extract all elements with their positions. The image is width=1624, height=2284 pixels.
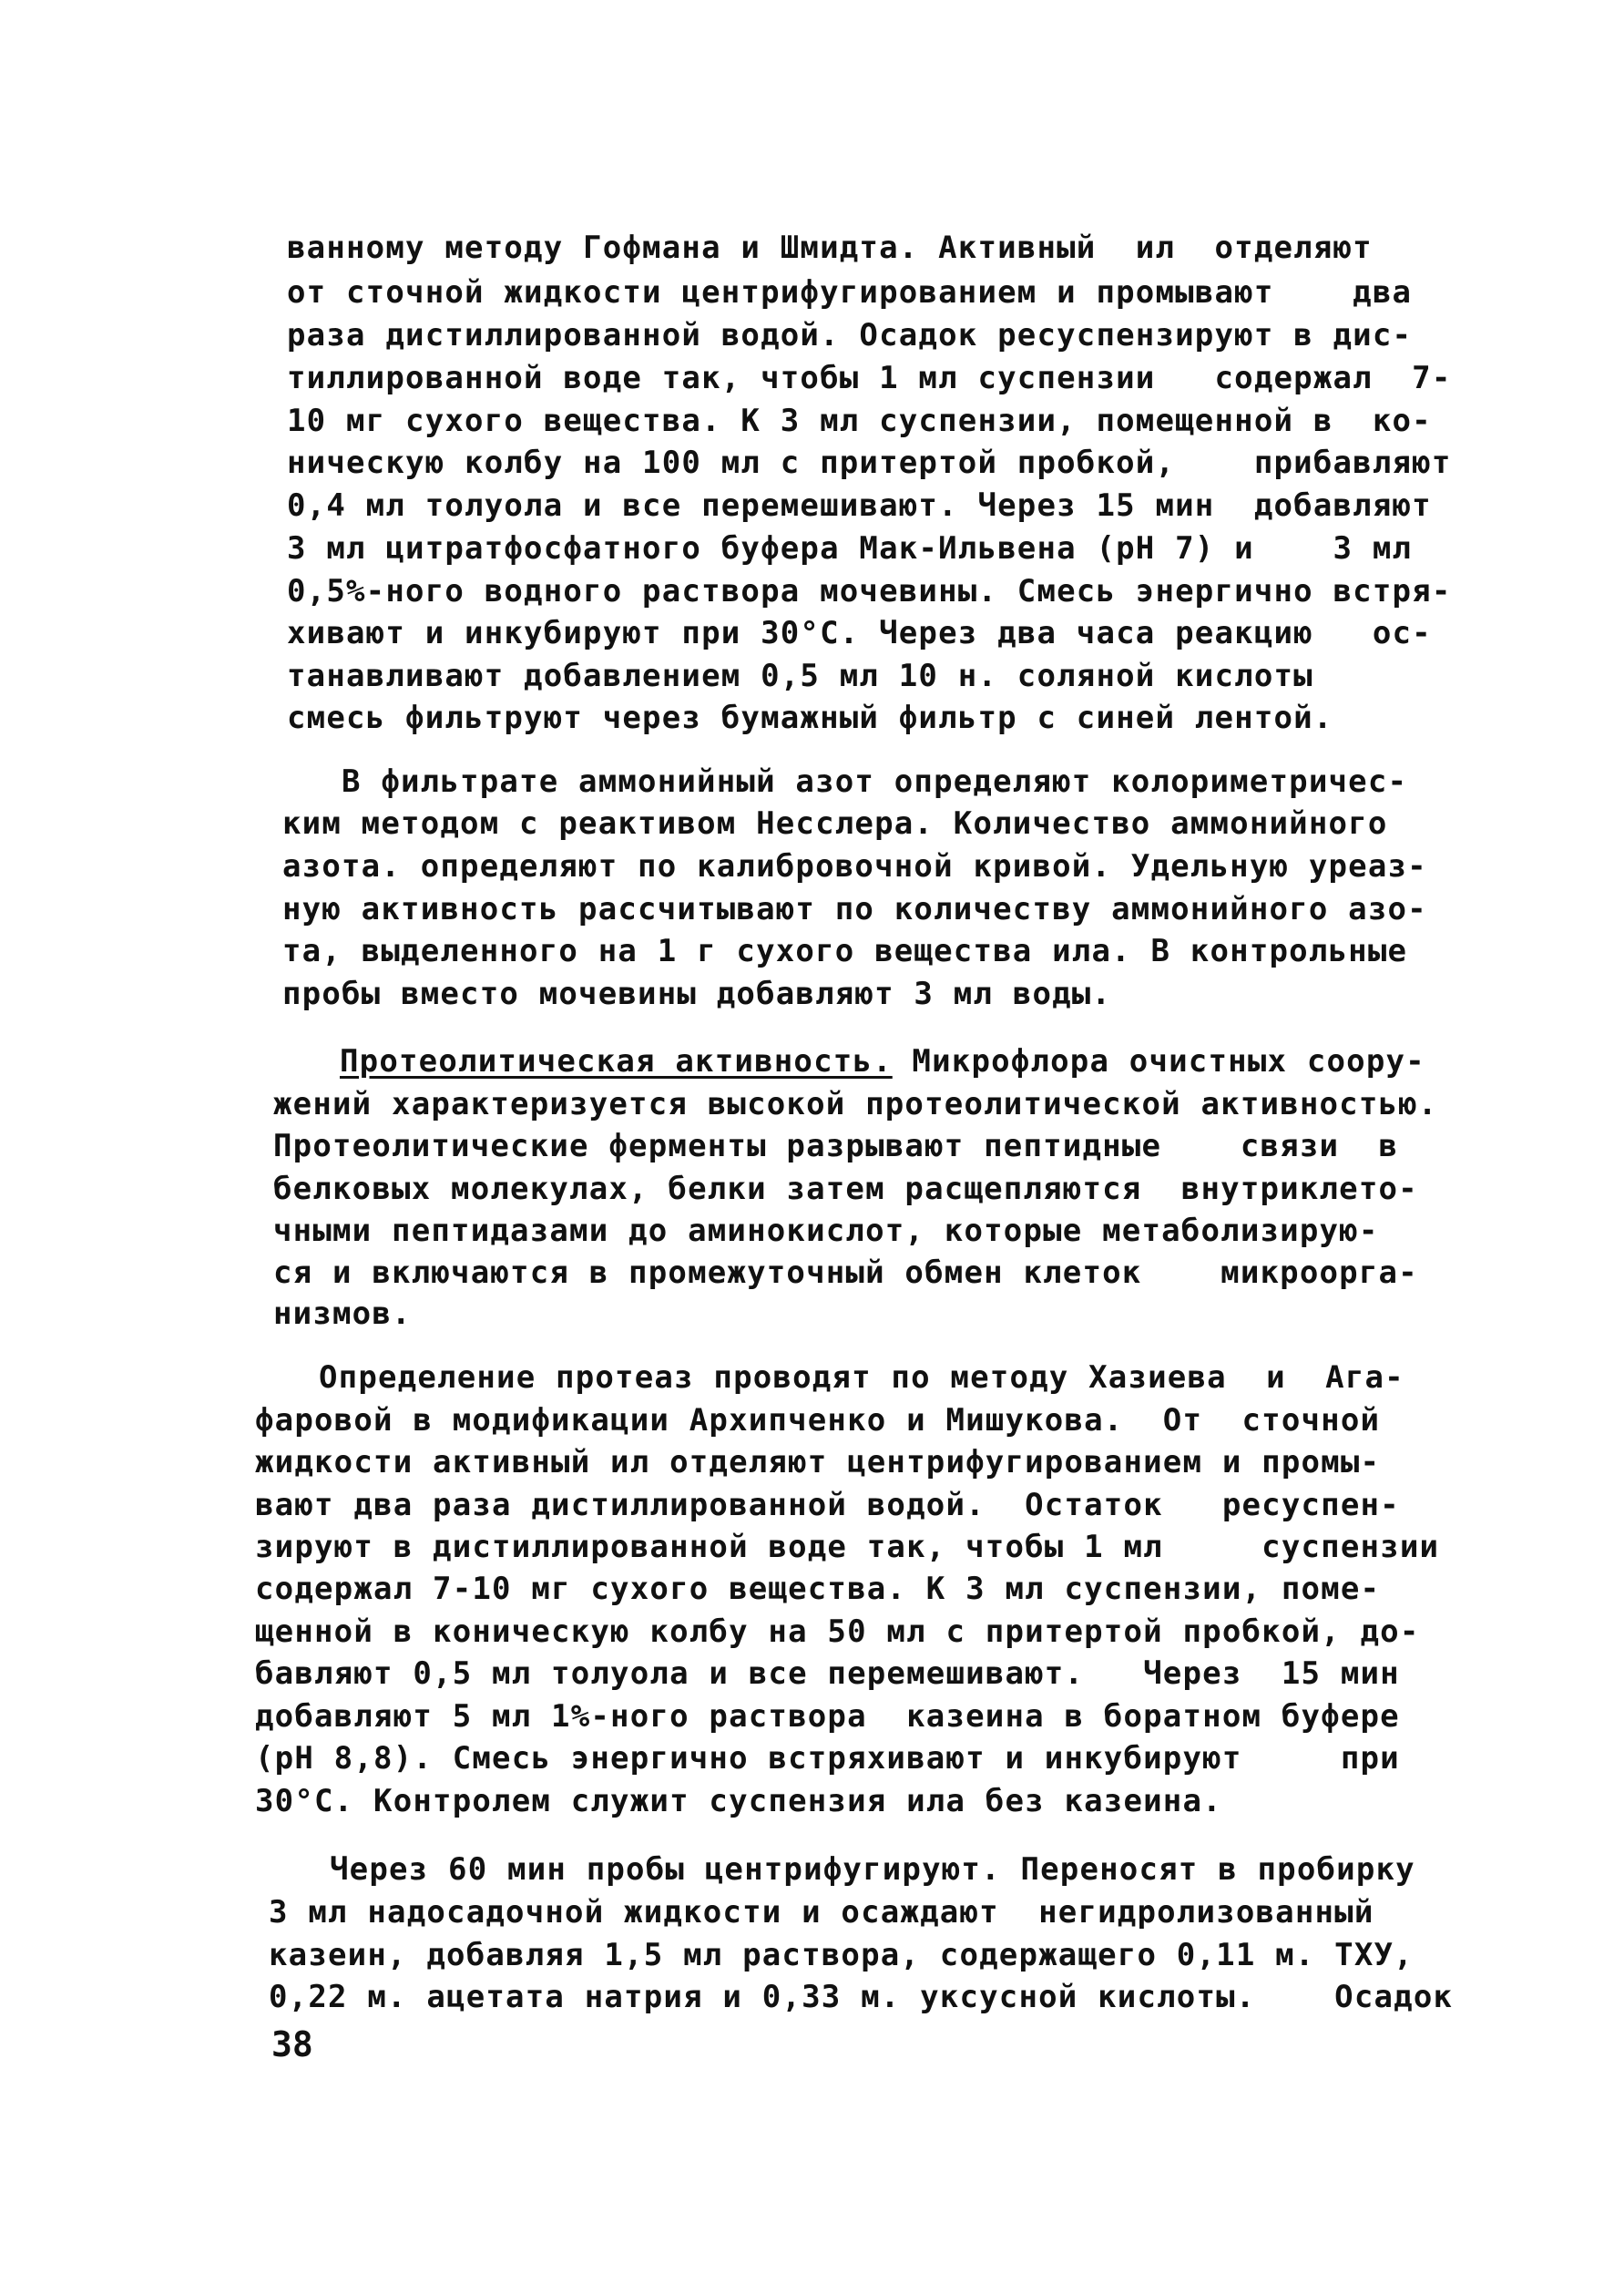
- text-line: азота. определяют по калибровочной кривой. Удельную уреаз-: [282, 848, 1427, 885]
- text-line: тиллированной воде так, чтобы 1 мл суспензии содержал 7-: [287, 360, 1452, 396]
- text-line: бавляют 0,5 мл толуола и все перемешивают. Через 15 мин: [255, 1655, 1400, 1692]
- text-line: ким методом с реактивом Несслера. Количество аммонийного: [282, 805, 1388, 842]
- text-line: вают два раза дистиллированной водой. Остаток ресуспен-: [255, 1487, 1400, 1523]
- text-line: содержал 7-10 мг сухого вещества. К 3 мл суспензии, поме-: [255, 1571, 1381, 1607]
- text-line: ванному методу Гофмана и Шмидта. Активный ил отделяют: [287, 230, 1373, 266]
- text-line: 10 мг сухого вещества. К 3 мл суспензии, помещенной в ко-: [287, 403, 1432, 439]
- text-line: чными пептидазами до аминокислот, которые метаболизирую-: [273, 1213, 1379, 1249]
- text-line: хивают и инкубируют при 30°С. Через два часа реакцию ос-: [287, 615, 1432, 651]
- text-line: жидкости активный ил отделяют центрифугированием и промы-: [255, 1444, 1381, 1480]
- text-line: от сточной жидкости центрифугированием и промывают два: [287, 274, 1413, 311]
- text-line: ную активность рассчитывают по количеству аммонийного азо-: [282, 891, 1427, 927]
- text-line: (рН 8,8). Смесь энергично встряхивают и инкубируют при: [255, 1740, 1400, 1777]
- text-line: 0,4 мл толуола и все перемешивают. Через 15 мин добавляют: [287, 487, 1432, 524]
- heading-line-rest: Микрофлора очистных соору-: [892, 1043, 1425, 1080]
- text-line: зируют в дистиллированной воде так, чтобы 1 мл суспензии: [255, 1529, 1440, 1565]
- text-line: [340, 1041, 1425, 1081]
- text-line: добавляют 5 мл 1%-ного раствора казеина в боратном буфере: [255, 1698, 1400, 1735]
- text-line: Через 60 мин пробы центрифугируют. Переносят в пробирку: [330, 1851, 1415, 1888]
- text-line: фаровой в модификации Архипченко и Мишукова. От сточной: [255, 1402, 1381, 1439]
- text-line: Определение протеаз проводят по методу Хазиева и Ага-: [319, 1359, 1404, 1396]
- text-line: 3 мл цитратфосфатного буфера Мак-Ильвена (рН 7) и 3 мл: [287, 530, 1413, 567]
- text-line: танавливают добавлением 0,5 мл 10 н. соляной кислоты: [287, 658, 1313, 694]
- text-line: ся и включаются в промежуточный обмен клеток микроорга-: [273, 1255, 1418, 1291]
- text-line: 3 мл надосадочной жидкости и осаждают негидролизованный: [269, 1894, 1374, 1931]
- text-line: казеин, добавляя 1,5 мл раствора, содержащего 0,11 м. ТХУ,: [269, 1937, 1414, 1973]
- section-heading: Протеолитическая активность.: [340, 1043, 893, 1080]
- text-line: раза дистиллированной водой. Осадок ресуспензируют в дис-: [287, 317, 1413, 353]
- text-line: ническую колбу на 100 мл с притертой пробкой, прибавляют: [287, 445, 1452, 481]
- text-line: 0,5%-ного водного раствора мочевины. Смесь энергично встря-: [287, 573, 1452, 609]
- text-line: та, выделенного на 1 г сухого вещества ила. В контрольные: [282, 933, 1408, 969]
- text-line: 30°С. Контролем служит суспензия ила без казеина.: [255, 1783, 1222, 1819]
- text-line: щенной в коническую колбу на 50 мл с притертой пробкой, до-: [255, 1613, 1420, 1650]
- text-line: В фильтрате аммонийный азот определяют колориметричес-: [342, 763, 1408, 800]
- text-line: Протеолитические ферменты разрывают пептидные связи в: [273, 1128, 1399, 1164]
- text-line: пробы вместо мочевины добавляют 3 мл воды.: [282, 976, 1112, 1012]
- text-line: низмов.: [273, 1296, 412, 1332]
- text-line: белковых молекулах, белки затем расщепляются внутриклето-: [273, 1171, 1418, 1207]
- text-line: жений характеризуется высокой протеолитической активностью.: [273, 1086, 1438, 1122]
- text-line: 0,22 м. ацетата натрия и 0,33 м. уксусной кислоты. Осадок: [269, 1979, 1454, 2015]
- page-number: 38: [271, 2024, 313, 2064]
- text-line: смесь фильтруют через бумажный фильтр с синей лентой.: [287, 700, 1333, 736]
